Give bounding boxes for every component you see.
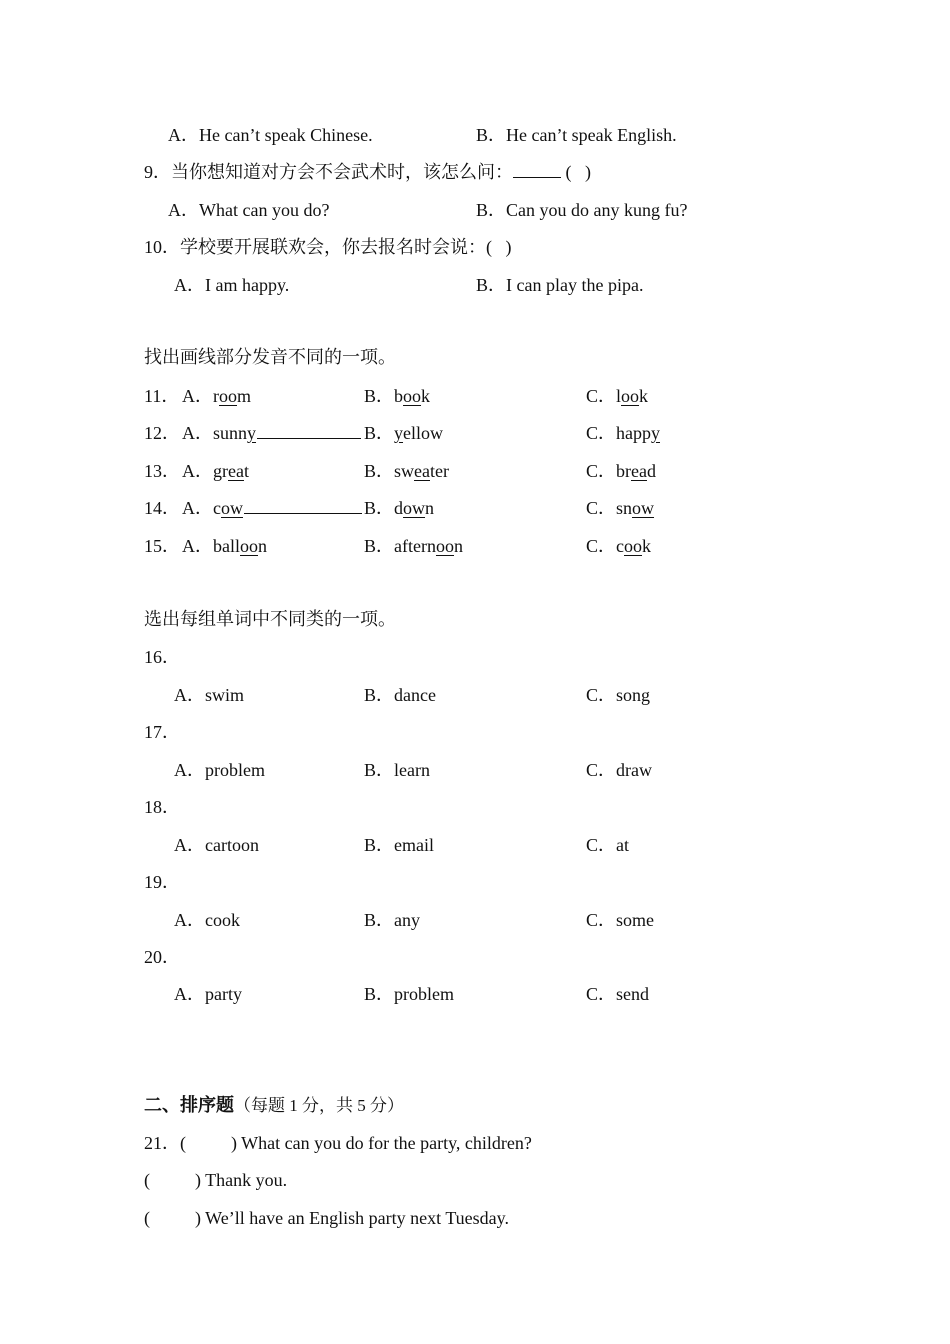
q18-option-b[interactable]: B．email	[364, 835, 434, 855]
q12-answer-line	[257, 424, 361, 439]
question-number: 11．	[144, 386, 180, 406]
question-number: 15．	[144, 536, 180, 556]
ordering-section-score: （每题 1 分，共 5 分）	[234, 1096, 404, 1115]
question-number: 16．	[144, 647, 180, 667]
q17-option-c[interactable]: C．draw	[586, 760, 652, 780]
q19-option-c[interactable]: C．some	[586, 910, 655, 930]
q21-line-2: ( ) Thank you.	[144, 1170, 288, 1190]
q16-option-b[interactable]: B．dance	[364, 685, 436, 705]
question-number: 17．	[144, 722, 180, 742]
q17-option-a[interactable]: A．problem	[174, 760, 265, 780]
question-number: 14．	[144, 498, 180, 518]
q14-option-b[interactable]: B．down	[364, 498, 435, 518]
q10-option-a[interactable]: A．I am happy.	[174, 275, 290, 295]
q9-option-a[interactable]: A．What can you do?	[168, 200, 330, 220]
question-number: 19．	[144, 872, 180, 892]
q12-option-a[interactable]: A．sunny	[182, 424, 361, 442]
ordering-section-heading	[144, 1096, 404, 1114]
q13-option-a[interactable]: A．great	[182, 461, 249, 481]
q16-option-c[interactable]: C．song	[586, 685, 651, 705]
q17-option-b[interactable]: B．learn	[364, 760, 430, 780]
q14-option-c[interactable]: C．snow	[586, 498, 655, 518]
q10-stem: 10．学校要开展联欢会，你去报名时会说：( )	[144, 237, 512, 257]
q20-option-b[interactable]: B．problem	[364, 984, 454, 1004]
q9-paren: ( )	[561, 162, 591, 182]
question-number: 20．	[144, 947, 180, 967]
q9-text: 9．当你想知道对方会不会武术时，该怎么问：	[144, 162, 513, 182]
q11-option-b[interactable]: B．book	[364, 386, 431, 406]
q15-option-a[interactable]: A．balloon	[182, 536, 267, 556]
pronunciation-section-title: 找出画线部分发音不同的一项。	[144, 347, 396, 367]
q15-option-b[interactable]: B．afternoon	[364, 536, 463, 556]
q20-option-c[interactable]: C．send	[586, 984, 649, 1004]
q14-option-a[interactable]: A．cow	[182, 499, 362, 517]
q21-line-1: 21．( ) What can you do for the party, children?	[144, 1133, 532, 1153]
q19-option-b[interactable]: B．any	[364, 910, 420, 930]
q9-option-b[interactable]: B．Can you do any kung fu?	[476, 200, 688, 220]
question-number: 18．	[144, 797, 180, 817]
q18-option-a[interactable]: A．cartoon	[174, 835, 259, 855]
q18-option-c[interactable]: C．at	[586, 835, 629, 855]
q15-option-c[interactable]: C．cook	[586, 536, 651, 556]
question-number: 13．	[144, 461, 180, 481]
q11-option-a[interactable]: A．room	[182, 386, 252, 406]
q9-stem	[144, 163, 591, 181]
q12-option-c[interactable]: C．happy	[586, 423, 660, 443]
classification-section-title: 选出每组单词中不同类的一项。	[144, 609, 396, 629]
q8-option-a[interactable]: A．He can’t speak Chinese.	[168, 125, 373, 145]
q21-line-3: ( ) We’ll have an English party next Tuesday.	[144, 1208, 509, 1228]
q20-option-a[interactable]: A．party	[174, 984, 242, 1004]
q19-option-a[interactable]: A．cook	[174, 910, 240, 930]
q10-option-b[interactable]: B．I can play the pipa.	[476, 275, 644, 295]
question-number: 12．	[144, 423, 180, 443]
q8-option-b[interactable]: B．He can’t speak English.	[476, 125, 677, 145]
q11-option-c[interactable]: C．look	[586, 386, 649, 406]
q13-option-c[interactable]: C．bread	[586, 461, 656, 481]
q12-option-b[interactable]: B．yellow	[364, 423, 444, 443]
q16-option-a[interactable]: A．swim	[174, 685, 245, 705]
q13-option-b[interactable]: B．sweater	[364, 461, 449, 481]
q14-answer-line	[244, 499, 362, 514]
ordering-section-title: 二、排序题	[144, 1095, 234, 1115]
q9-blank[interactable]	[513, 163, 561, 178]
